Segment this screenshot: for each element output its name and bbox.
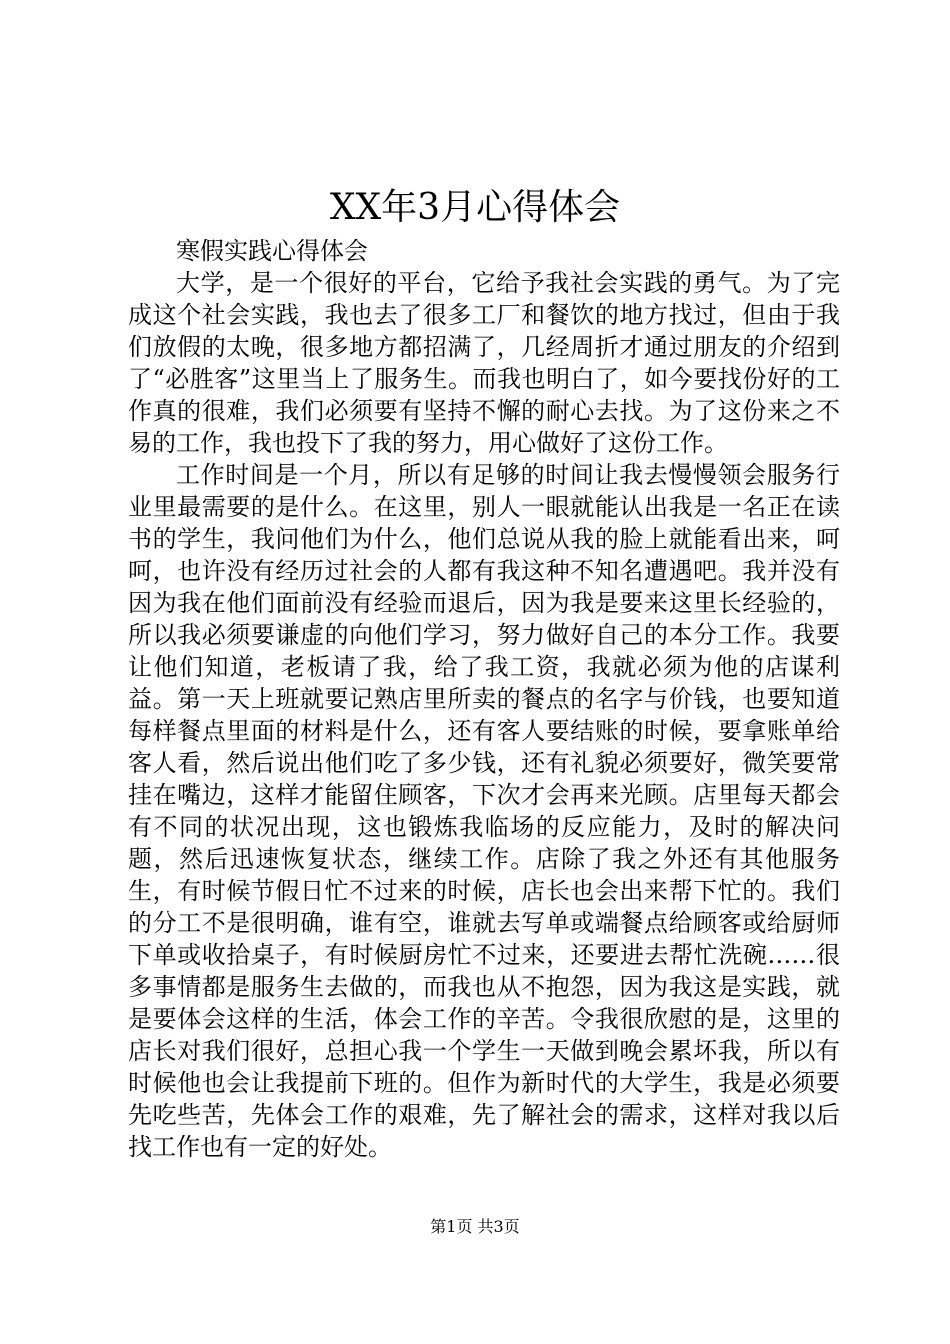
document-body	[128, 235, 840, 1163]
paragraph: 工作时间是一个月，所以有足够的时间让我去慢慢领会服务行业里最需要的是什么。在这里，别人一眼就能认出我是一名正在读书的学生，我问他们为什么，他们总说从我的脸上就能看出来，呵呵，也许没有经历过社会的人都有我这种不知名遭遇吧。我并没有因为我在他们面前没有经验而退后，因为我是要来这里长经验的，所以我必须要谦虚的向他们学习，努力做好自己的本分工作。我要让他们知道，老板请了我，给了我工资，我就必须为他的店谋利益。第一天上班就要记熟店里所卖的餐点的名字与价钱，也要知道每样餐点里面的材料是什么，还有客人要结账的时候，要拿账单给客人看，然后说出他们吃了多少钱，还有礼貌必须要好，微笑要常挂在嘴边，这样才能留住顾客，下次才会再来光顾。店里每天都会有不同的状况出现，这也锻炼我临场的反应能力，及时的解决问题，然后迅速恢复状态，继续工作。店除了我之外还有其他服务生，有时候节假日忙不过来的时候，店长也会出来帮下忙的。我们的分工不是很明确，谁有空，谁就去写单或端餐点给顾客或给厨师下单或收拾桌子，有时候厨房忙不过来，还要进去帮忙洗碗……很多事情都是服务生去做的，而我也从不抱怨，因为我这是实践，就是要体会这样的生活，体会工作的辛苦。令我很欣慰的是，这里的店长对我们很好，总担心我一个学生一天做到晚会累坏我，所以有时候他也会让我提前下班的。但作为新时代的大学生，我是必须要先吃些苦，先体会工作的艰难，先了解社会的需求，这样对我以后找工作也有一定的好处。	[128, 461, 840, 1161]
page-footer: 第1页 共3页	[430, 1217, 520, 1236]
document-title: XX年3月心得体会	[329, 187, 621, 228]
paragraph: 大学，是一个很好的平台，它给予我社会实践的勇气。为了完成这个社会实践，我也去了很多工厂和餐饮的地方找过，但由于我们放假的太晚，很多地方都招满了，几经周折才通过朋友的介绍到了“必胜客”这里当上了服务生。而我也明白了，如今要找份好的工作真的很难，我们必须要有坚持不懈的耐心去找。为了这份来之不易的工作，我也投下了我的努力，用心做好了这份工作。	[128, 269, 840, 457]
subtitle: 寒假实践心得体会	[176, 237, 368, 265]
